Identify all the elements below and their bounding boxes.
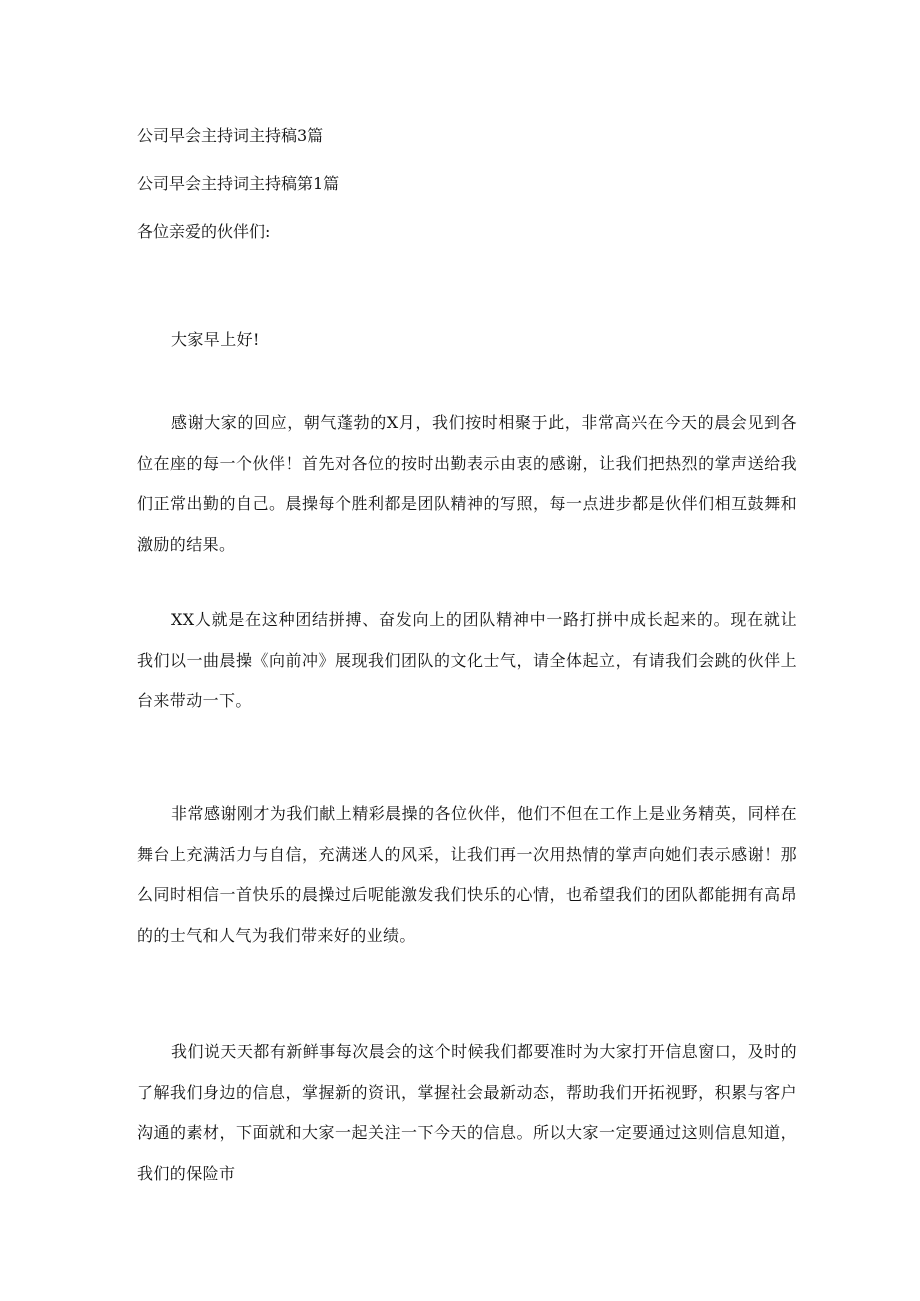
greeting-line: 各位亲爱的伙伴们: [137, 222, 271, 241]
paragraph-1: 感谢大家的回应，朝气蓬勃的X月，我们按时相聚于此，非常高兴在今天的晨会见到各位在座的每一个伙伴！首先对各位的按时出勤表示由衷的感谢，让我们把热烈的掌声送给我们正常出勤的自己。晨操每个胜利都是团队精神的写照，每一点进步都是伙伴们相互鼓舞和激励的结果。 [137, 413, 797, 554]
hello-paragraph: 大家早上好! [171, 330, 260, 349]
paragraph-3: 非常感谢刚才为我们献上精彩晨操的各位伙伴，他们不但在工作上是业务精英，同样在舞台上充满活力与自信，充满迷人的风采，让我们再一次用热情的掌声向她们表示感谢！那么同时相信一首快乐的晨操过后呢能激发我们快乐的心情，也希望我们的团队都能拥有高昂的的士气和人气为我们带来好的业绩。 [137, 804, 797, 945]
document-subtitle: 公司早会主持词主持稿第1篇 [137, 174, 340, 193]
document-title: 公司早会主持词主持稿3篇 [137, 126, 324, 145]
paragraph-4: 我们说天天都有新鲜事每次晨会的这个时候我们都要准时为大家打开信息窗口，及时的了解我们身边的信息，掌握新的资讯，掌握社会最新动态，帮助我们开拓视野，积累与客户沟通的素材，下面就和大家一起关注一下今天的信息。所以大家一定要通过这则信息知道，我们的保险市 [137, 1042, 797, 1183]
paragraph-2: XX人就是在这种团结拼搏、奋发向上的团队精神中一路打拼中成长起来的。现在就让我们以一曲晨操《向前冲》展现我们团队的文化士气，请全体起立，有请我们会跳的伙伴上台来带动一下。 [137, 610, 797, 710]
